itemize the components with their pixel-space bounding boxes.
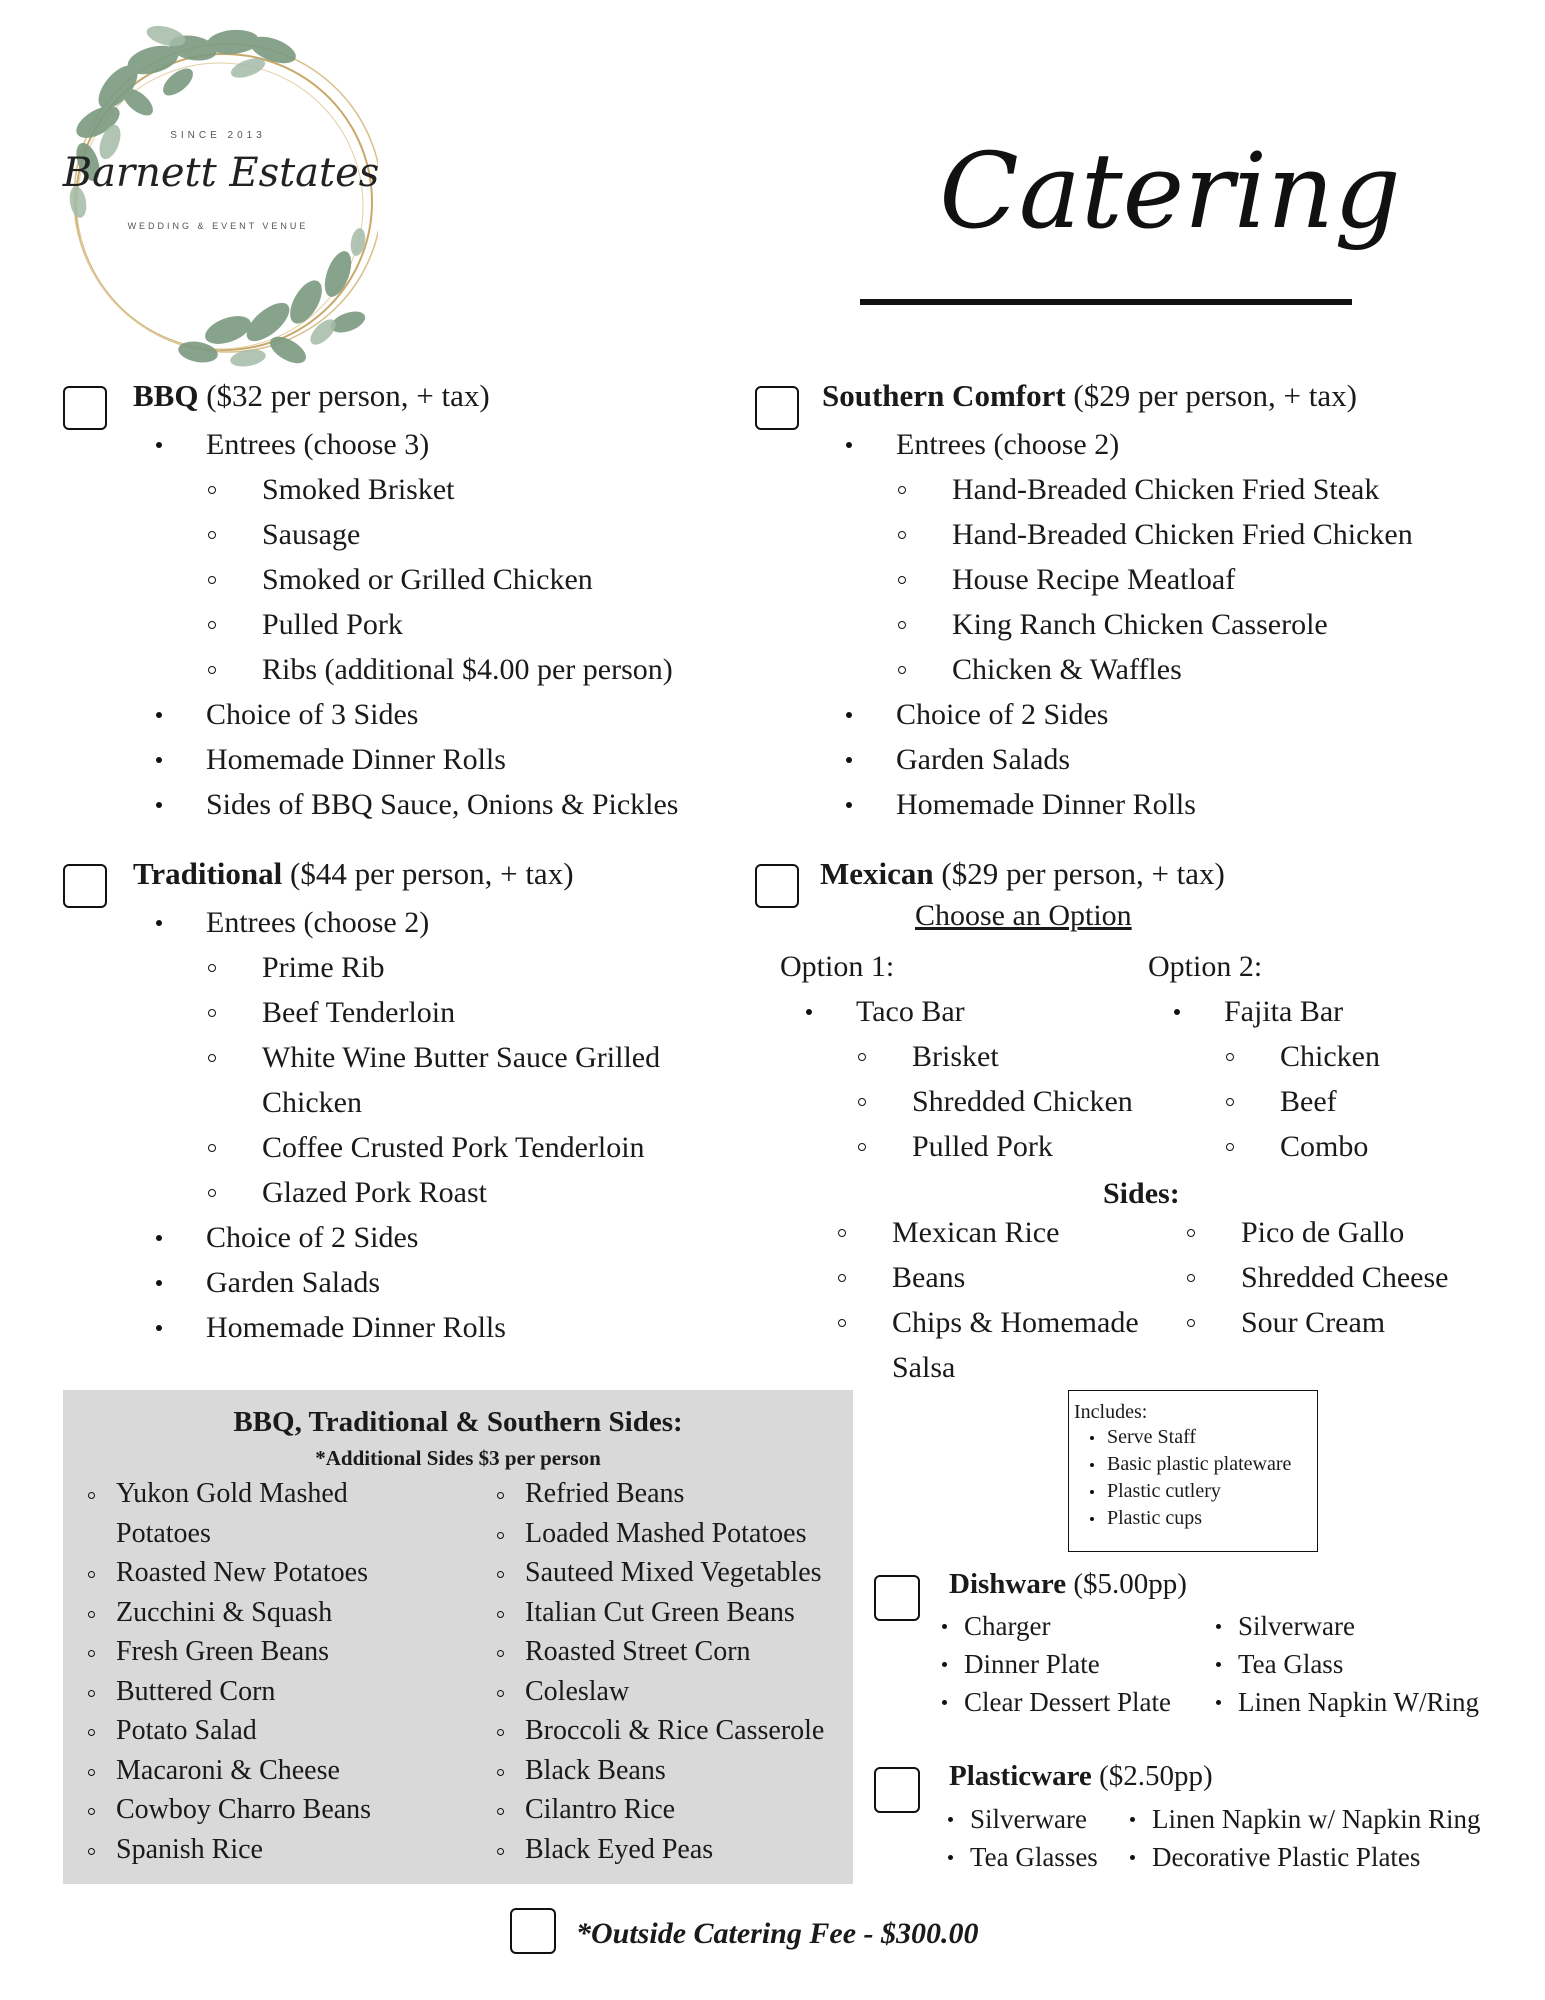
list-item: Linen Napkin w/ Napkin Ring: [1126, 1800, 1480, 1838]
list-item: Entrees (choose 3) Smoked Brisket Sausage Smoked or Grilled Chicken Pulled Pork Ribs (additional $4.00 per person): [150, 422, 679, 692]
list-item: Entrees (choose 2) Hand-Breaded Chicken Fried Steak Hand-Breaded Chicken Fried Chicken House Recipe Meatloaf King Ranch Chicken Casserole Chicken & Waffles: [840, 422, 1413, 692]
list-item: Macaroni & Cheese: [86, 1751, 371, 1791]
list-item: Mexican Rice: [836, 1210, 1139, 1255]
list-item: Hand-Breaded Chicken Fried Chicken: [896, 512, 1413, 557]
list-item: Chicken & Waffles: [896, 647, 1413, 692]
wreath-graphic: [48, 12, 378, 382]
list-item: Taco Bar Brisket Shredded Chicken Pulled Pork: [800, 989, 1133, 1169]
list-item: Pulled Pork: [856, 1124, 1133, 1169]
list-item: Garden Salads: [840, 737, 1413, 782]
list-item: Sauteed Mixed Vegetables: [495, 1553, 824, 1593]
list-item-continued: Potatoes: [116, 1517, 211, 1549]
includes-label: Includes:: [1074, 1401, 1148, 1423]
list-item: Beef Tenderloin: [206, 990, 660, 1035]
southern-price: ($29 per person, + tax): [1073, 378, 1357, 413]
traditional-price: ($44 per person, + tax): [290, 856, 574, 891]
list-item: Tea Glasses: [944, 1838, 1098, 1876]
list-item: Shredded Cheese: [1185, 1255, 1448, 1300]
list-item: Yukon Gold Mashed: [86, 1474, 371, 1514]
mexican-choose-option: Choose an Option: [915, 899, 1132, 932]
logo-since: SINCE 2013: [170, 130, 266, 141]
list-item: Potato Salad: [86, 1711, 371, 1751]
sides-box-subtitle: *Additional Sides $3 per person: [315, 1446, 601, 1470]
southern-heading: [822, 378, 1357, 414]
list-item: House Recipe Meatloaf: [896, 557, 1413, 602]
list-item: Pico de Gallo: [1185, 1210, 1448, 1255]
list-item: Linen Napkin W/Ring: [1212, 1683, 1479, 1721]
list-item: Chicken: [1224, 1034, 1380, 1079]
sides-right-list: [495, 1474, 824, 1869]
list-item: Glazed Pork Roast: [206, 1170, 660, 1215]
plasticware-price: ($2.50pp): [1099, 1760, 1213, 1792]
traditional-heading: [133, 856, 574, 892]
sides-box-title: BBQ, Traditional & Southern Sides:: [233, 1406, 683, 1438]
bbq-price: ($32 per person, + tax): [206, 378, 490, 413]
list-item: Smoked or Grilled Chicken: [206, 557, 679, 602]
plasticware-checkbox[interactable]: [874, 1767, 920, 1813]
logo-tagline: WEDDING & EVENT VENUE: [127, 221, 309, 231]
list-item: Charger: [938, 1607, 1050, 1645]
mexican-heading: [820, 856, 1225, 892]
mexican-sides-left: [836, 1210, 1139, 1390]
list-item: Entrees (choose 2) Prime Rib Beef Tenderloin White Wine Butter Sauce Grilled Chicken Coffee Crusted Pork Tenderloin Glazed Pork Roast: [150, 900, 660, 1215]
list-item: Hand-Breaded Chicken Fried Steak: [896, 467, 1413, 512]
southern-checkbox[interactable]: [755, 386, 799, 430]
list-item: Coffee Crusted Pork Tenderloin: [206, 1125, 660, 1170]
dishware-heading: [949, 1568, 1187, 1601]
list-item: Pulled Pork: [206, 602, 679, 647]
bbq-list: [150, 422, 679, 827]
mexican-price: ($29 per person, + tax): [941, 856, 1225, 891]
list-item: Basic plastic plateware: [1074, 1451, 1317, 1478]
list-item: Coleslaw: [495, 1672, 824, 1712]
list-item: Refried Beans: [495, 1474, 824, 1514]
list-item: Beef: [1224, 1079, 1380, 1124]
outside-catering-checkbox[interactable]: [510, 1908, 556, 1954]
title-underline: [860, 299, 1352, 305]
list-item: White Wine Butter Sauce Grilled: [206, 1035, 660, 1080]
list-item: King Ranch Chicken Casserole: [896, 602, 1413, 647]
mexican-option1-list: [800, 989, 1133, 1169]
list-item: Roasted Street Corn: [495, 1632, 824, 1672]
traditional-list: [150, 900, 660, 1350]
mexican-option2-list: [1168, 989, 1380, 1169]
list-item: Spanish Rice: [86, 1830, 371, 1870]
list-item: Dinner Plate: [938, 1645, 1100, 1683]
list-item: Choice of 3 Sides: [150, 692, 679, 737]
bbq-checkbox[interactable]: [63, 386, 107, 430]
list-item: Garden Salads: [150, 1260, 660, 1305]
mexican-name: Mexican: [820, 856, 934, 891]
traditional-checkbox[interactable]: [63, 864, 107, 908]
list-item: Choice of 2 Sides: [840, 692, 1413, 737]
list-item: Black Eyed Peas: [495, 1830, 824, 1870]
list-item: Zucchini & Squash: [86, 1593, 371, 1633]
list-item: Black Beans: [495, 1751, 824, 1791]
sides-box: [63, 1390, 853, 1884]
mexican-option2-label: Option 2:: [1148, 950, 1263, 983]
list-item: Clear Dessert Plate: [938, 1683, 1171, 1721]
outside-catering-fee: *Outside Catering Fee - $300.00: [576, 1917, 979, 1950]
list-item: Broccoli & Rice Casserole: [495, 1711, 824, 1751]
venue-logo: [48, 12, 378, 382]
list-item: Loaded Mashed Potatoes: [495, 1514, 824, 1554]
list-item: Cilantro Rice: [495, 1790, 824, 1830]
mexican-checkbox[interactable]: [755, 864, 799, 908]
page-title: Catering: [939, 130, 1401, 252]
list-item: Homemade Dinner Rolls: [150, 1305, 660, 1350]
plasticware-heading: [949, 1760, 1213, 1793]
list-item: Italian Cut Green Beans: [495, 1593, 824, 1633]
mexican-sides-right: [1185, 1210, 1448, 1345]
list-item: Buttered Corn: [86, 1672, 371, 1712]
includes-box: [1068, 1390, 1318, 1552]
list-item-continued: Salsa: [892, 1351, 956, 1384]
bbq-heading: [133, 378, 490, 414]
list-item: Cowboy Charro Beans: [86, 1790, 371, 1830]
list-item: Smoked Brisket: [206, 467, 679, 512]
list-item: Chips & Homemade: [836, 1300, 1139, 1345]
list-item: Fajita Bar Chicken Beef Combo: [1168, 989, 1380, 1169]
list-item: Sausage: [206, 512, 679, 557]
mexican-option1-label: Option 1:: [780, 950, 895, 983]
list-item: Silverware: [1212, 1607, 1355, 1645]
list-item: Roasted New Potatoes: [86, 1553, 371, 1593]
list-item: Prime Rib: [206, 945, 660, 990]
list-item: Ribs (additional $4.00 per person): [206, 647, 679, 692]
logo-name: Barnett Estates: [62, 150, 380, 196]
list-item: Homemade Dinner Rolls: [840, 782, 1413, 827]
list-item: Brisket: [856, 1034, 1133, 1079]
dishware-name: Dishware: [949, 1568, 1067, 1600]
list-item: Sides of BBQ Sauce, Onions & Pickles: [150, 782, 679, 827]
list-item: Shredded Chicken: [856, 1079, 1133, 1124]
list-item: Combo: [1224, 1124, 1380, 1169]
list-item: Plastic cups: [1074, 1505, 1317, 1532]
mexican-sides-label: Sides:: [1103, 1177, 1180, 1210]
list-item: Choice of 2 Sides: [150, 1215, 660, 1260]
traditional-name: Traditional: [133, 856, 283, 891]
dishware-checkbox[interactable]: [874, 1575, 920, 1621]
list-item: Serve Staff: [1074, 1424, 1317, 1451]
list-item: Fresh Green Beans: [86, 1632, 371, 1672]
list-item: Sour Cream: [1185, 1300, 1448, 1345]
bbq-name: BBQ: [133, 378, 199, 413]
list-item: Tea Glass: [1212, 1645, 1343, 1683]
list-item: Plastic cutlery: [1074, 1478, 1317, 1505]
list-item: Homemade Dinner Rolls: [150, 737, 679, 782]
list-item-continued: Chicken: [262, 1086, 362, 1119]
sides-left-list: [86, 1474, 371, 1869]
southern-list: [840, 422, 1413, 827]
list-item: Silverware: [944, 1800, 1087, 1838]
southern-name: Southern Comfort: [822, 378, 1066, 413]
plasticware-name: Plasticware: [949, 1760, 1092, 1792]
list-item: Beans: [836, 1255, 1139, 1300]
list-item: Decorative Plastic Plates: [1126, 1838, 1420, 1876]
dishware-price: ($5.00pp): [1073, 1568, 1187, 1600]
